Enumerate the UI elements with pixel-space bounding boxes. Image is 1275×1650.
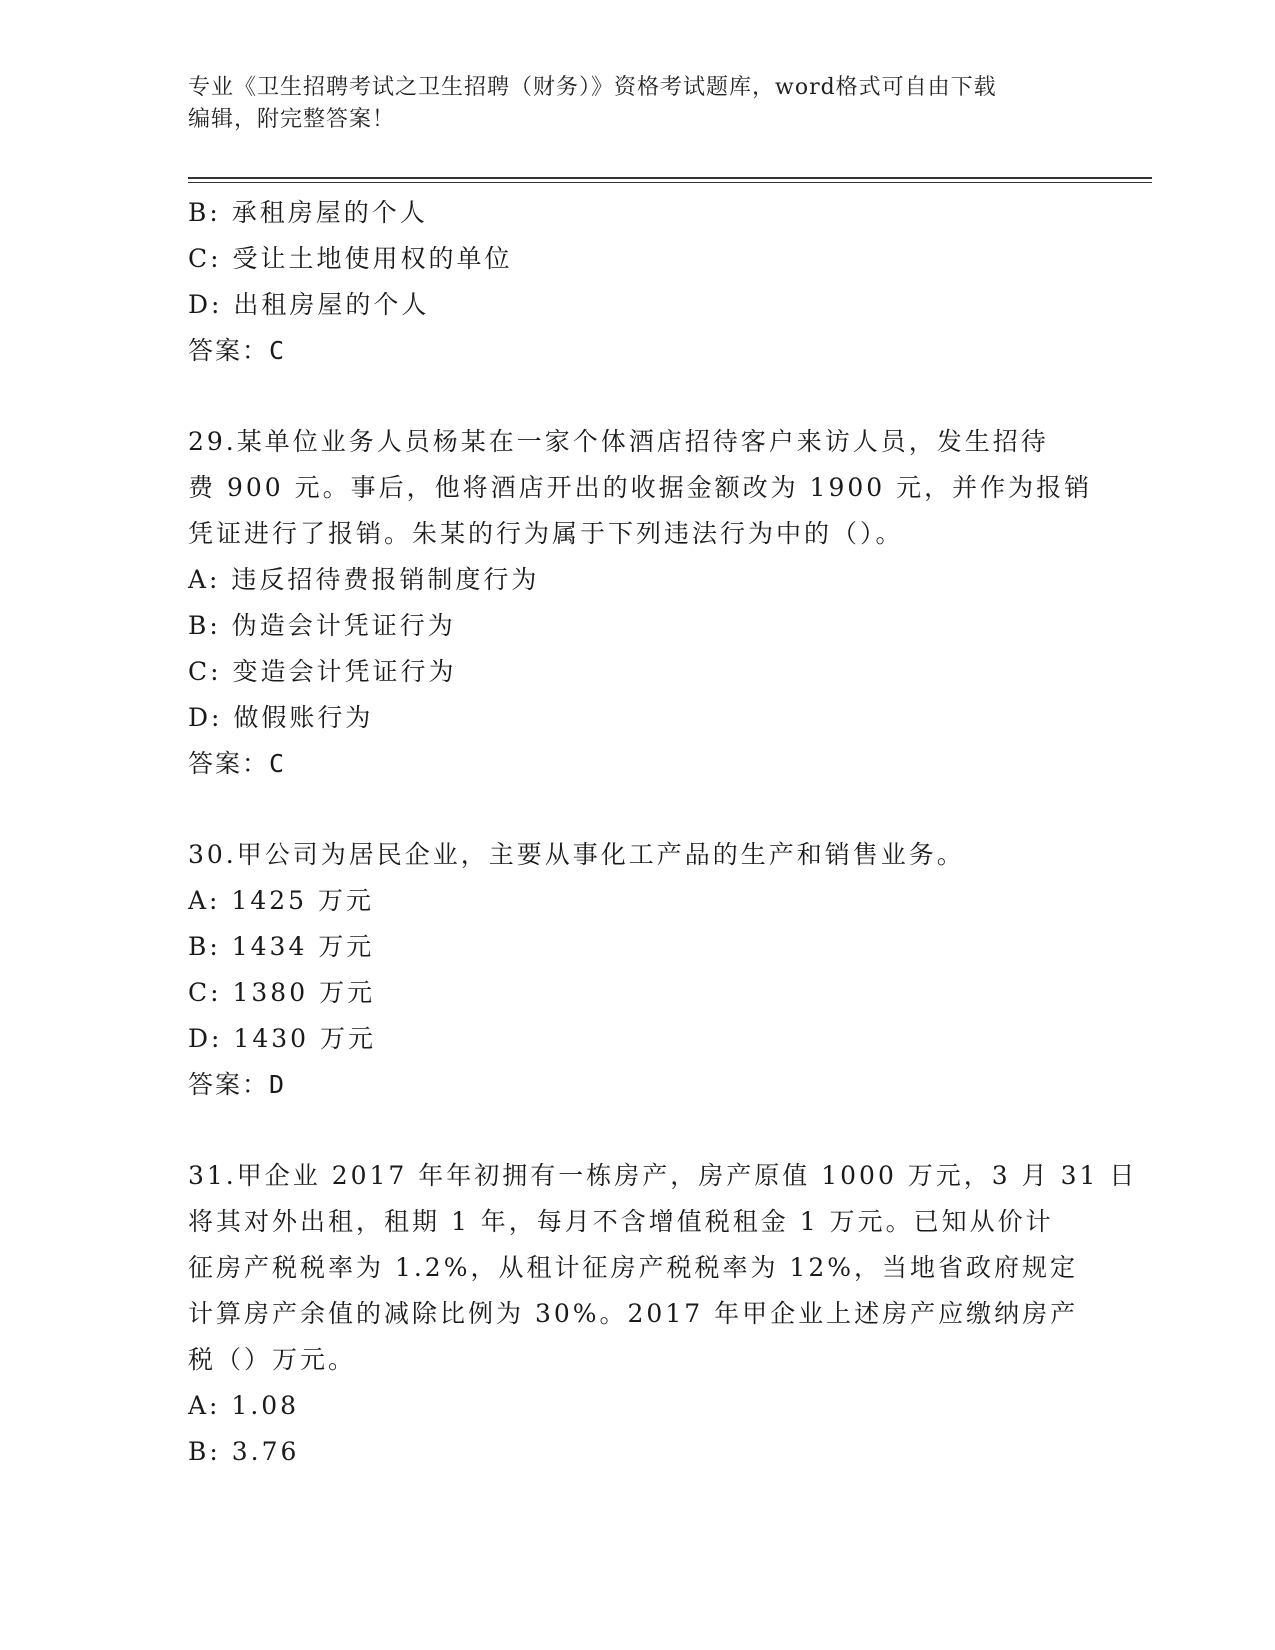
question-30: [188, 832, 1088, 1108]
header-divider-thin: [188, 182, 1152, 183]
option-a: A: 1.08: [188, 1391, 300, 1420]
question-content: [188, 190, 1138, 1475]
question-31: [188, 1153, 1138, 1475]
option-b: B: 1434 万元: [188, 932, 375, 961]
option-c: C: 变造会计凭证行为: [188, 657, 457, 686]
question-stem-line: 凭证进行了报销。朱某的行为属于下列违法行为中的（）。: [188, 519, 904, 548]
header-line-2: 编辑，附完整答案！: [188, 107, 396, 132]
question-stem-line: 将其对外出租，租期 1 年，每月不含增值税租金 1 万元。已知从价计: [188, 1207, 1054, 1236]
option-c: C: 受让土地使用权的单位: [188, 244, 513, 273]
option-a: A: 1425 万元: [188, 886, 374, 915]
option-b: B: 承租房屋的个人: [188, 198, 428, 227]
header-divider-thick: [188, 177, 1152, 179]
question-spacer: [188, 374, 1088, 419]
question-spacer: [188, 1108, 1088, 1153]
question-29: [188, 419, 1093, 787]
question-stem-line: 计算房产余值的减除比例为 30%。2017 年甲企业上述房产应缴纳房产: [188, 1299, 1079, 1328]
question-stem-line: 税（）万元。: [188, 1345, 357, 1374]
header-line-1: 专业《卫生招聘考试之卫生招聘（财务）》资格考试题库，word格式可自由下载: [188, 75, 997, 100]
answer-line: 答案：C: [188, 749, 287, 778]
page-header: [188, 72, 1088, 136]
answer-line: 答案：D: [188, 1070, 287, 1099]
option-b: B: 伪造会计凭证行为: [188, 611, 456, 640]
question-stem-line: 费 900 元。事后，他将酒店开出的收据金额改为 1900 元，并作为报销: [188, 473, 1093, 502]
answer-line: 答案：C: [188, 336, 287, 365]
question-spacer: [188, 787, 1088, 832]
option-c: C: 1380 万元: [188, 978, 376, 1007]
option-d: D: 出租房屋的个人: [188, 290, 430, 319]
option-a: A: 违反招待费报销制度行为: [188, 565, 540, 594]
question-28: [188, 190, 1088, 374]
question-stem-line: 征房产税税率为 1.2%，从租计征房产税税率为 12%，当地省政府规定: [188, 1253, 1078, 1282]
option-d: D: 做假账行为: [188, 703, 374, 732]
question-stem-line: 31.甲企业 2017 年年初拥有一栋房产，房产原值 1000 万元，3 月 31 日: [188, 1161, 1138, 1190]
question-stem-line: 29.某单位业务人员杨某在一家个体酒店招待客户来访人员，发生招待: [188, 427, 1049, 456]
option-d: D: 1430 万元: [188, 1024, 376, 1053]
option-b: B: 3.76: [188, 1437, 300, 1466]
question-stem-line: 30.甲公司为居民企业，主要从事化工产品的生产和销售业务。: [188, 840, 965, 869]
